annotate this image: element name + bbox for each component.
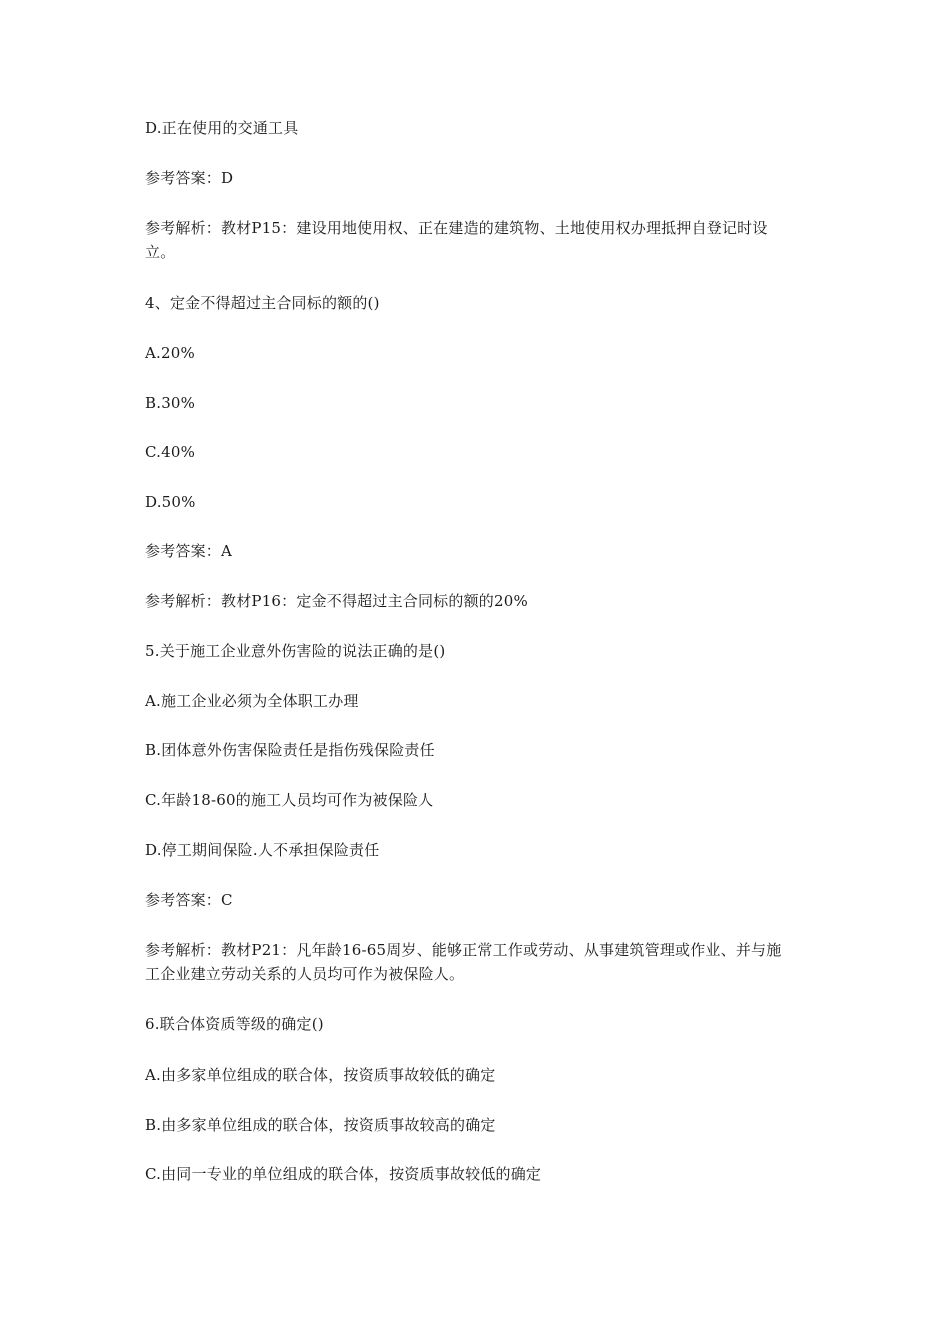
- option-b-q6: B.由多家单位组成的联合体，按资质事故较高的确定: [145, 1116, 496, 1134]
- option-d-q3: D.正在使用的交通工具: [145, 119, 299, 137]
- option-a-q5: A.施工企业必须为全体职工办理: [145, 692, 359, 710]
- question-6: 6.联合体资质等级的确定(): [145, 1015, 324, 1033]
- option-d-q4: D.50%: [145, 493, 196, 511]
- option-a-q4: A.20%: [145, 344, 195, 362]
- explanation-q5-line2: 工企业建立劳动关系的人员均可作为被保险人。: [145, 965, 465, 983]
- answer-q4: 参考答案：A: [145, 542, 233, 560]
- option-c-q5: C.年龄18-60的施工人员均可作为被保险人: [145, 791, 434, 809]
- explanation-q3-line1: 参考解析：教材P15：建设用地使用权、正在建造的建筑物、土地使用权办理抵押自登记时设: [145, 219, 768, 237]
- answer-q3: 参考答案：D: [145, 169, 234, 187]
- option-c-q6: C.由同一专业的单位组成的联合体，按资质事故较低的确定: [145, 1165, 542, 1183]
- option-b-q4: B.30%: [145, 394, 196, 412]
- question-5: 5.关于施工企业意外伤害险的说法正确的是(): [145, 642, 446, 660]
- option-d-q5: D.停工期间保险.人不承担保险责任: [145, 841, 380, 859]
- explanation-q5-line1: 参考解析：教材P21：凡年龄16-65周岁、能够正常工作或劳动、从事建筑管理或作业、并与施: [145, 941, 782, 959]
- explanation-q3-line2: 立。: [145, 243, 176, 261]
- option-a-q6: A.由多家单位组成的联合体，按资质事故较低的确定: [145, 1066, 496, 1084]
- answer-q5: 参考答案：C: [145, 891, 233, 909]
- option-c-q4: C.40%: [145, 443, 196, 461]
- question-4: 4、定金不得超过主合同标的额的(): [145, 294, 380, 312]
- option-b-q5: B.团体意外伤害保险责任是指伤残保险责任: [145, 741, 435, 759]
- explanation-q4: 参考解析：教材P16：定金不得超过主合同标的额的20%: [145, 592, 528, 610]
